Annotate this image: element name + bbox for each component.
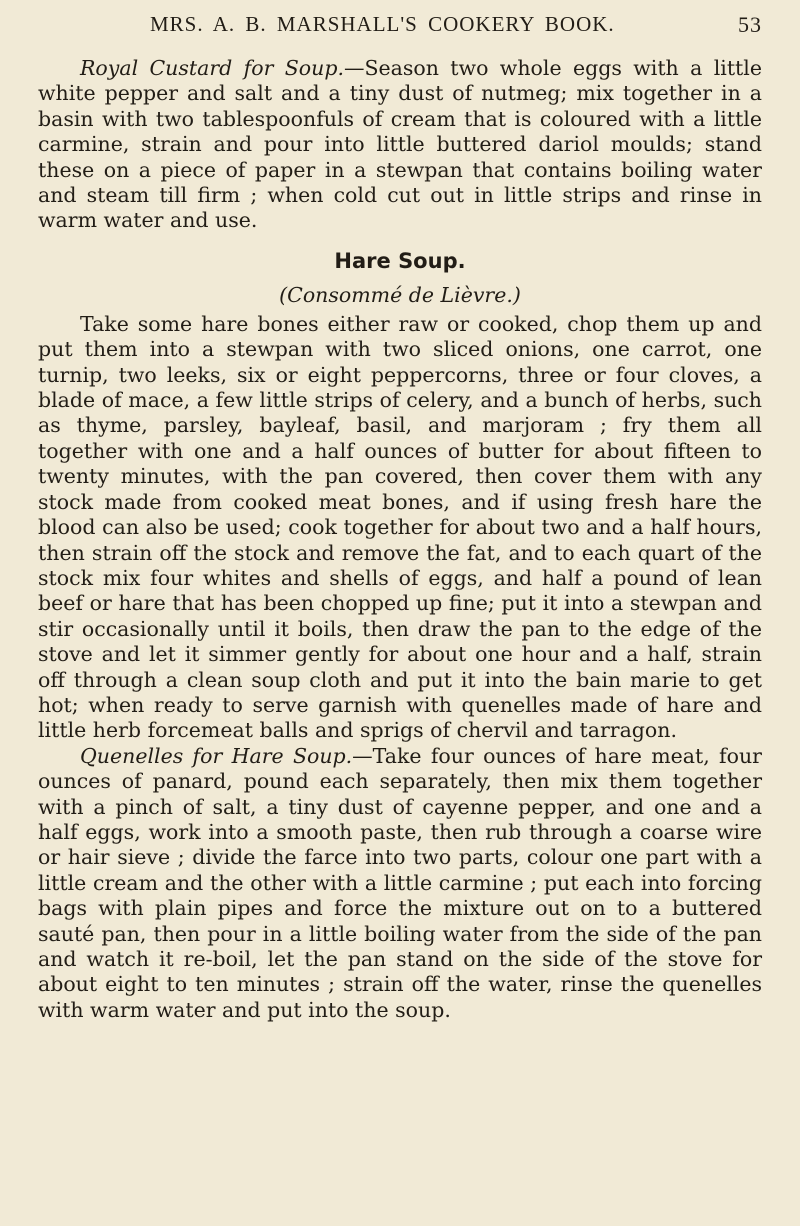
quenelles-text: —Take four ounces of hare meat, four ounces of panard, pound each separately, then mix them together with a pinch of salt, a tiny dust of cayenne pepper, and one and a half eggs, work into a smooth paste, then rub through a coarse wire or hair sieve ; divide the farce into two parts, colour one part with a little cream and the other with a little carmine ; put each into forcing bags with plain pipes and force the mixture out on to a buttered sauté pan, then pour in a little boiling water from the side of the pan and watch it re-boil, let the pan stand on the side of the stove for about eight to ten minutes ; strain off the water, rinse the quenelles with warm water and put into the soup. bbox=[38, 743, 762, 1022]
running-title: MRS. A. B. MARSHALL'S COOKERY BOOK. bbox=[150, 12, 615, 36]
quenelles-title: Quenelles for Hare Soup. bbox=[80, 743, 353, 768]
running-head bbox=[38, 12, 762, 42]
royal-custard-title: Royal Custard for Soup. bbox=[80, 56, 344, 80]
page-number: 53 bbox=[738, 12, 762, 37]
book-page bbox=[38, 0, 762, 1226]
hare-soup-subheading: (Consommé de Lièvre.) bbox=[279, 282, 521, 307]
hare-soup-paragraph: Take some hare bones either raw or cooked, chop them up and put them into a stewpan with two sliced onions, one carrot, one turnip, two leeks, six or eight peppercorns, three or four cloves, a blade of mace, a few little strips of celery, and a bunch of herbs, such as thyme, parsley, bayleaf, basil, and marjoram ; fry them all together with one and a half ounces of butter for about fifteen to twenty minutes, with the pan covered, then cover them with any stock made from cooked meat bones, and if using fresh hare the blood can also be used; cook together for about two and a half hours, then strain off the stock and remove the fat, and to each quart of the stock mix four whites and shells of eggs, and half a pound of lean beef or hare that has been chopped up fine; put it into a stewpan and stir occasionally until it boils, then draw the pan to the edge of the stove and let it simmer gently for about one hour and a half, strain off through a clean soup cloth and put it into the bain marie to get hot; when ready to serve garnish with quenelles made of hare and little herb forcemeat balls and sprigs of chervil and tarragon. bbox=[38, 311, 762, 743]
quenelles-paragraph bbox=[38, 744, 762, 1023]
hare-soup-heading: Hare Soup. bbox=[334, 248, 466, 273]
body-text bbox=[38, 56, 762, 1023]
royal-custard-text: —Season two whole eggs with a little white pepper and salt and a tiny dust of nutmeg; mix together in a basin with two tablespoonfuls of cream that is coloured with a little carmine, strain and pour into little buttered dariol moulds; stand these on a piece of paper in a stewpan that contains boiling water and steam till firm ; when cold cut out in little strips and rinse in warm water and use. bbox=[38, 56, 762, 233]
royal-custard-paragraph bbox=[38, 56, 762, 234]
